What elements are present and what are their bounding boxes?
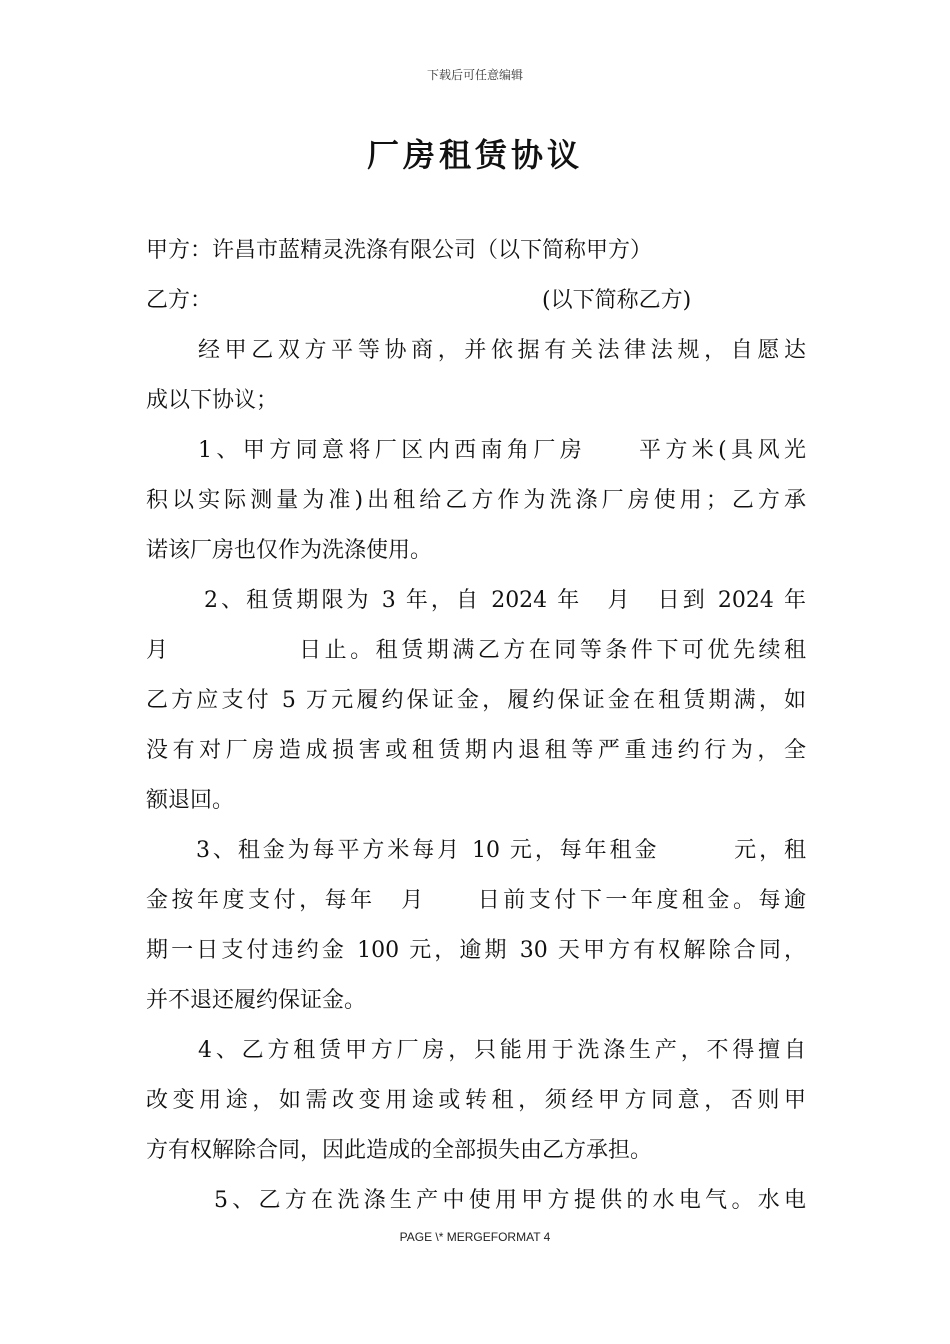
paragraph-line: 4、乙方租赁甲方厂房，只能用于洗涤生产，不得擅自 xyxy=(198,1038,806,1063)
paragraph-line: 并不退还履约保证金。 xyxy=(146,988,367,1013)
party-b-suffix: (以下简称乙方) xyxy=(542,288,692,313)
party-b-label: 乙方： xyxy=(146,288,213,313)
paragraph-line: 1、甲方同意将厂区内西南角厂房 平方米(具风光 xyxy=(198,438,806,463)
paragraph-line: 2、租赁期限为 3 年，自 2024 年 月 日到 2024 年 xyxy=(204,588,806,613)
party-a-line: 甲方：许昌市蓝精灵洗涤有限公司（以下简称甲方） xyxy=(146,238,653,263)
paragraph-line: 额退回。 xyxy=(146,788,235,813)
paragraph-line: 月 日止。租赁期满乙方在同等条件下可优先续租 xyxy=(146,638,806,663)
paragraph-line: 3、租金为每平方米每月 10 元，每年租金 元，租 xyxy=(196,838,806,863)
paragraph-line: 5、乙方在洗涤生产中使用甲方提供的水电气。水电 xyxy=(214,1188,806,1213)
paragraph-line: 方有权解除合同，因此造成的全部损失由乙方承担。 xyxy=(146,1138,653,1163)
paragraph-line: 金按年度支付，每年 月 日前支付下一年度租金。每逾 xyxy=(146,888,806,913)
paragraph-line: 期一日支付违约金 100 元，逾期 30 天甲方有权解除合同， xyxy=(146,938,806,963)
paragraph-line: 成以下协议； xyxy=(146,388,279,413)
paragraph-line: 诺该厂房也仅作为洗涤使用。 xyxy=(146,538,433,563)
paragraph-line: 积以实际测量为准)出租给乙方作为洗涤厂房使用；乙方承 xyxy=(146,488,806,513)
party-b-line xyxy=(146,276,806,326)
page-footer: PAGE \* MERGEFORMAT 4 xyxy=(399,1230,551,1244)
document-body xyxy=(146,226,806,1226)
document-title: 厂房租赁协议 xyxy=(366,136,583,174)
paragraph-line: 乙方应支付 5 万元履约保证金，履约保证金在租赁期满，如 xyxy=(146,688,806,713)
paragraph-line: 改变用途，如需改变用途或转租，须经甲方同意，否则甲 xyxy=(146,1088,806,1113)
paragraph-line: 没有对厂房造成损害或租赁期内退租等严重违约行为，全 xyxy=(146,738,806,763)
paragraph-line: 经甲乙双方平等协商，并依据有关法律法规，自愿达 xyxy=(198,338,806,363)
header-note: 下载后可任意编辑 xyxy=(426,68,523,82)
